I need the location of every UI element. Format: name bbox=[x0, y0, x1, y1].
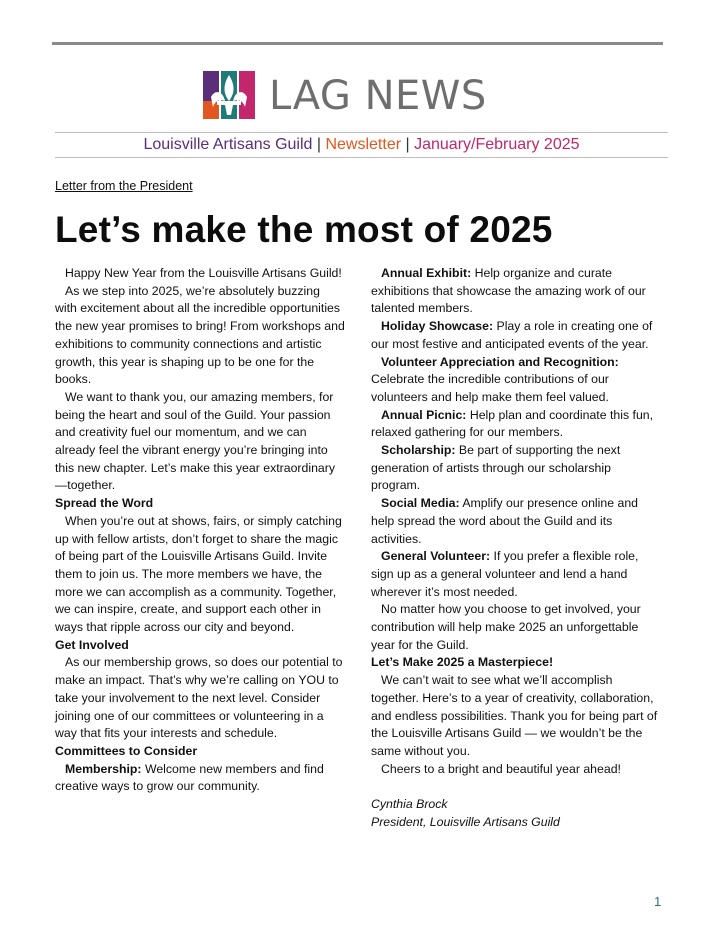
paragraph: No matter how you choose to get involved, your contribution will help make 2025 an unforgettable year for the Guild. bbox=[371, 602, 641, 652]
committee-text: Amplify our presence online and help spread the word about the Guild and its activities. bbox=[371, 496, 639, 546]
committee-name: Volunteer Appreciation and Recognition: bbox=[381, 354, 619, 369]
committee-name: General Volunteer: bbox=[381, 549, 491, 564]
article-kicker: Letter from the President bbox=[55, 179, 193, 193]
paragraph: As we step into 2025, we’re absolutely buzzing with excitement about all the incredible opportunities the new year promises to bring! From workshops and exhibitions to community connections and artistic growth, this year is shaping up to be one for the books. bbox=[55, 283, 345, 387]
page-number: 1 bbox=[654, 894, 662, 909]
subtitle-top-rule bbox=[55, 132, 668, 133]
committee-name: Holiday Showcase: bbox=[381, 319, 494, 334]
committee-name: Annual Exhibit: bbox=[381, 266, 472, 280]
committee-name: Membership: bbox=[65, 761, 142, 776]
committee-name: Social Media: bbox=[381, 496, 460, 511]
subtitle-guild: Louisville Artisans Guild bbox=[143, 136, 313, 153]
section-heading-committees: Committees to Consider bbox=[55, 743, 198, 758]
subtitle-newsletter: Newsletter bbox=[325, 136, 402, 153]
committee-item bbox=[371, 442, 661, 495]
committee-text: Help organize and curate exhibitions that showcase the amazing work of our talented members. bbox=[371, 266, 646, 316]
article-column-right bbox=[371, 265, 661, 831]
committee-item bbox=[371, 318, 661, 353]
paragraph: Happy New Year from the Louisville Artisans Guild! bbox=[65, 266, 342, 280]
committee-item bbox=[55, 761, 345, 796]
article-column-left bbox=[55, 265, 345, 796]
committee-text: Celebrate the incredible contributions of our volunteers and help make them feel valued. bbox=[371, 372, 609, 404]
committee-text: If you prefer a flexible role, sign up as a general volunteer and lend a hand wherever it’s most needed. bbox=[371, 549, 639, 599]
committee-item bbox=[371, 495, 661, 548]
newsletter-subtitle bbox=[55, 135, 668, 155]
committee-item bbox=[371, 407, 661, 442]
top-divider bbox=[52, 42, 663, 45]
committee-item bbox=[371, 354, 661, 407]
paragraph: Cheers to a bright and beautiful year ahead! bbox=[381, 761, 621, 776]
paragraph: We want to thank you, our amazing members, for being the heart and soul of the Guild. Your passion and creativity fuel our momentum, and we can already feel the vibrant energy you’re bringing into this new chapter. Let’s make this year extraordinary—together. bbox=[55, 389, 336, 493]
committee-text: Help plan and coordinate this fun, relaxed gathering for our members. bbox=[371, 407, 654, 440]
paragraph: We can’t wait to see what we’ll accomplish together. Here’s to a year of creativity, collaboration, and endless possibilities. Thank you for being part of the Louisville Artisans Guild — we wouldn’t be the same without you. bbox=[371, 673, 658, 758]
committee-text: Play a role in creating one of our most festive and anticipated events of the year. bbox=[371, 319, 653, 351]
signature-title: President, Louisville Artisans Guild bbox=[371, 814, 560, 829]
subtitle-bottom-rule bbox=[55, 157, 668, 158]
article-headline: Let’s make the most of 2025 bbox=[55, 209, 553, 250]
committee-text: Welcome new members and find creative ways to grow our community. bbox=[55, 761, 324, 794]
fleur-de-lis-logo-icon bbox=[203, 71, 255, 121]
subtitle-separator: | bbox=[401, 136, 415, 153]
masthead bbox=[203, 70, 487, 122]
section-heading-masterpiece: Let’s Make 2025 a Masterpiece! bbox=[371, 655, 554, 670]
brand-title: LAG NEWS bbox=[269, 73, 487, 119]
committee-item bbox=[371, 548, 661, 601]
signature-name: Cynthia Brock bbox=[371, 797, 448, 812]
committee-name: Annual Picnic: bbox=[381, 407, 467, 422]
committee-item bbox=[371, 265, 661, 318]
committee-name: Scholarship: bbox=[381, 443, 456, 458]
subtitle-separator: | bbox=[312, 136, 326, 153]
committee-text: Be part of supporting the next generation of artists through our scholarship program. bbox=[371, 443, 621, 493]
section-heading-spread: Spread the Word bbox=[55, 496, 154, 511]
paragraph: When you’re out at shows, fairs, or simply catching up with fellow artists, don’t forget to share the magic of being part of the Louisville Artisans Guild. Invite them to join us. The more members we have, the more we can accomplish as a community. Together, we can inspire, create, and support each other in ways that ripple across our city and beyond. bbox=[55, 513, 342, 635]
section-heading-involved: Get Involved bbox=[55, 637, 129, 652]
paragraph: As our membership grows, so does our potential to make an impact. That’s why we’re calling on YOU to take your involvement to the next level. Consider joining one of our committees or volunteering in a way that fits your interests and schedule. bbox=[55, 655, 343, 741]
subtitle-date: January/February 2025 bbox=[414, 136, 580, 153]
